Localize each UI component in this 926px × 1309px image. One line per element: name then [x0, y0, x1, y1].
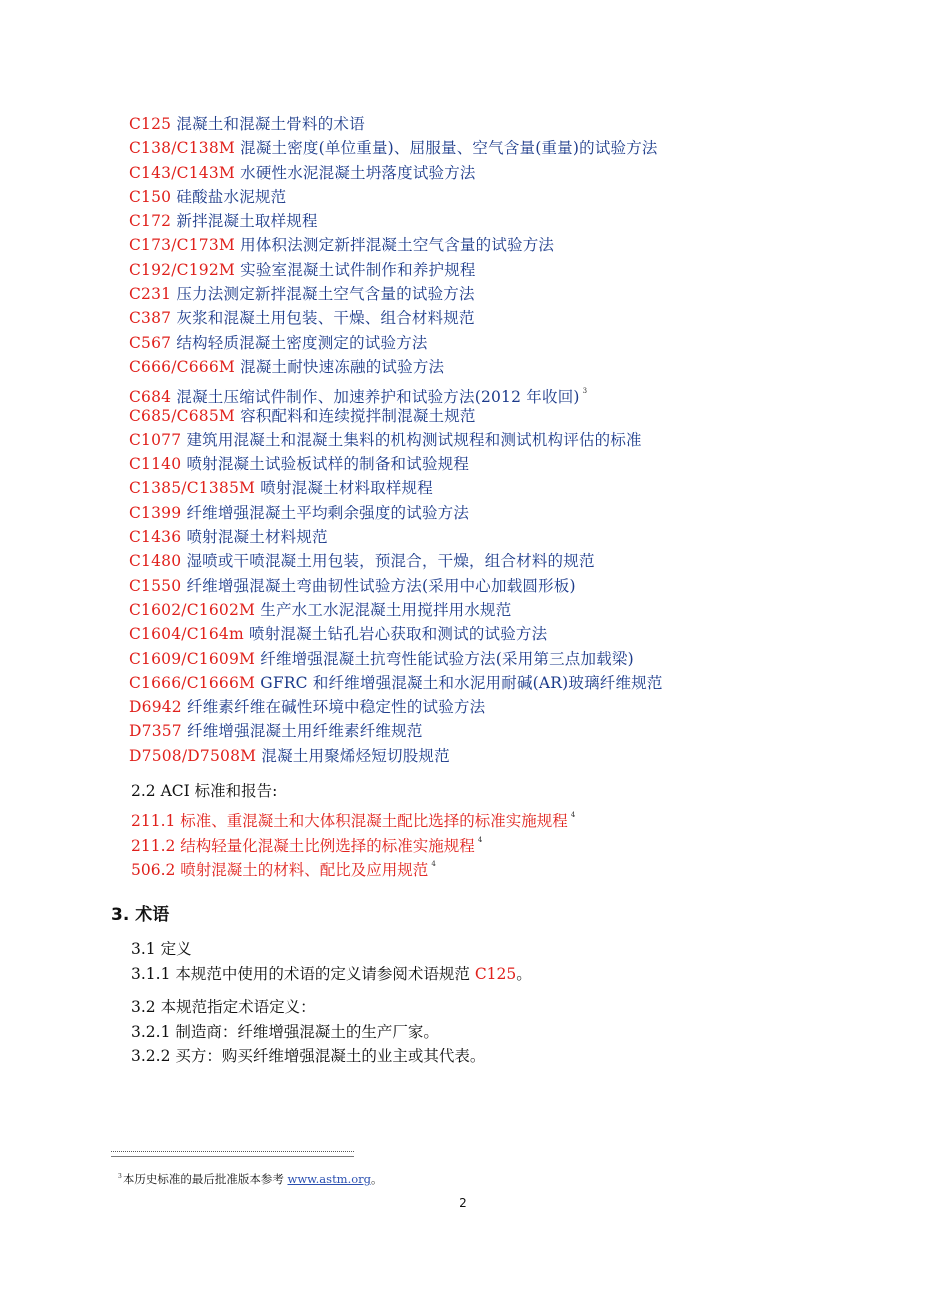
- reference-code[interactable]: C387: [129, 309, 172, 328]
- definition-text: 3.1.1 本规范中使用的术语的定义请参阅术语规范: [131, 964, 470, 983]
- reference-code[interactable]: D7357: [129, 722, 182, 741]
- reference-code[interactable]: C1077: [129, 430, 182, 449]
- reference-title: 纤维增强混凝土平均剩余强度的试验方法: [186, 503, 470, 522]
- aci-item: [131, 803, 576, 831]
- reference-title: GFRC 和纤维增强混凝土和水泥用耐碱(AR)玻璃纤维规范: [260, 673, 663, 692]
- aci-item: [131, 852, 575, 879]
- reference-code[interactable]: C567: [129, 333, 172, 352]
- reference-title: 结构轻质混凝土密度测定的试验方法: [176, 333, 428, 352]
- footnote-marker: 3: [582, 387, 588, 396]
- footnote-number: 3: [118, 1173, 122, 1180]
- footnote-marker: 4: [570, 811, 576, 820]
- reference-title: 纤维增强混凝土抗弯性能试验方法(采用第三点加载梁): [260, 649, 634, 668]
- astm-reference-list: [129, 112, 663, 768]
- reference-item: [129, 574, 663, 598]
- reference-code[interactable]: D6942: [129, 698, 182, 717]
- reference-item: [129, 501, 663, 525]
- reference-code[interactable]: C150: [129, 187, 172, 206]
- page-number: 2: [459, 1196, 467, 1210]
- reference-title: 灰浆和混凝土用包装、干燥、组合材料规范: [176, 309, 475, 328]
- footnote-end: 。: [371, 1172, 383, 1186]
- reference-item: [129, 598, 663, 622]
- aci-heading: 2.2 ACI 标准和报告:: [131, 782, 278, 800]
- reference-item: [129, 671, 663, 695]
- reference-code[interactable]: C666/C666M: [129, 357, 235, 376]
- reference-item: [129, 258, 663, 282]
- reference-title: 水硬性水泥混凝土坍落度试验方法: [240, 163, 476, 182]
- reference-item: [129, 282, 663, 306]
- aci-item-text: 211.2 结构轻量化混凝土比例选择的标准实施规程: [131, 836, 475, 855]
- reference-code[interactable]: C192/C192M: [129, 260, 235, 279]
- reference-item: [129, 404, 663, 428]
- reference-code[interactable]: C684: [129, 388, 172, 407]
- reference-code[interactable]: C1480: [129, 552, 182, 571]
- reference-title: 混凝土用聚烯烃短切股规范: [261, 746, 450, 765]
- reference-item: [129, 549, 663, 573]
- reference-item: [129, 744, 663, 768]
- reference-title: 纤维增强混凝土弯曲韧性试验方法(采用中心加载圆形板): [186, 576, 576, 595]
- definition-end: 。: [516, 964, 532, 983]
- reference-code[interactable]: C1666/C1666M: [129, 673, 256, 692]
- footnote-separator-line: [111, 1156, 354, 1157]
- aci-item-text: 211.1 标准、重混凝土和大体积混凝土配比选择的标准实施规程: [131, 812, 568, 831]
- reference-title: 容积配料和连续搅拌制混凝土规范: [240, 406, 476, 425]
- reference-title: 混凝土和混凝土骨料的术语: [176, 115, 365, 133]
- reference-item: [129, 331, 663, 355]
- reference-code[interactable]: C1602/C1602M: [129, 600, 256, 619]
- reference-item: [129, 112, 663, 136]
- footnote-marker: 4: [431, 859, 436, 868]
- reference-title: 喷射混凝土钻孔岩心获取和测试的试验方法: [249, 625, 548, 644]
- reference-item: [129, 379, 663, 407]
- reference-title: 湿喷或干喷混凝土用包装，预混合，干燥，组合材料的规范: [186, 552, 595, 571]
- aci-item-text: 506.2 喷射混凝土的材料、配比及应用规范: [131, 860, 429, 879]
- reference-item: [129, 695, 663, 719]
- aci-section: [131, 779, 576, 879]
- reference-item: [129, 161, 663, 185]
- reference-title: 新拌混凝土取样规程: [176, 212, 318, 231]
- reference-title: 纤维增强混凝土用纤维素纤维规范: [187, 722, 423, 741]
- definition-3-2-2: 3.2.2 买方：购买纤维增强混凝土的业主或其代表。: [131, 1047, 486, 1065]
- reference-code[interactable]: C1385/C1385M: [129, 479, 256, 498]
- definition-ref-link[interactable]: C125: [474, 964, 517, 983]
- specific-terms-heading: 3.2 本规范指定术语定义：: [131, 998, 316, 1016]
- reference-item: [129, 428, 663, 452]
- aci-item: [131, 828, 575, 855]
- footnote-marker: 4: [477, 835, 483, 844]
- footnote: [118, 1171, 383, 1187]
- reference-title: 混凝土耐快速冻融的试验方法: [240, 357, 445, 376]
- reference-item: [129, 306, 663, 330]
- reference-code[interactable]: C1609/C1609M: [129, 649, 256, 668]
- reference-title: 用体积法测定新拌混凝土空气含量的试验方法: [240, 236, 555, 255]
- reference-item: [129, 136, 663, 160]
- section-3-title: 3. 术语: [111, 905, 170, 925]
- reference-title: 实验室混凝土试件制作和养护规程: [240, 260, 476, 279]
- reference-code[interactable]: C231: [129, 285, 172, 304]
- reference-item: [129, 209, 663, 233]
- reference-code[interactable]: D7508/D7508M: [129, 746, 257, 765]
- reference-title: 压力法测定新拌混凝土空气含量的试验方法: [176, 285, 475, 304]
- reference-code[interactable]: C172: [129, 212, 172, 231]
- reference-code[interactable]: C125: [129, 115, 172, 133]
- footnote-text: 本历史标准的最后批准版本参考: [122, 1172, 284, 1186]
- reference-code[interactable]: C1399: [129, 503, 182, 522]
- footnote-link[interactable]: www.astm.org: [287, 1172, 372, 1186]
- reference-item: [129, 355, 663, 379]
- definition-3-2-1: 3.2.1 制造商：纤维增强混凝土的生产厂家。: [131, 1022, 439, 1041]
- reference-item: [129, 622, 663, 646]
- definition-3-1-1: [131, 962, 532, 987]
- reference-item: [129, 452, 663, 476]
- reference-title: 喷射混凝土试验板试样的制备和试验规程: [186, 455, 470, 474]
- reference-title: 喷射混凝土材料规范: [186, 528, 328, 547]
- reference-title: 硅酸盐水泥规范: [176, 187, 287, 206]
- reference-title: 混凝土压缩试件制作、加速养护和试验方法(2012 年收回): [176, 388, 580, 407]
- reference-title: 纤维素纤维在碱性环境中稳定性的试验方法: [187, 698, 486, 717]
- reference-title: 建筑用混凝土和混凝土集料的机构测试规程和测试机构评估的标准: [186, 430, 642, 449]
- reference-code[interactable]: C1604/C164m: [129, 625, 244, 644]
- reference-code[interactable]: C1140: [129, 455, 182, 474]
- definitions-heading: 3.1 定义: [131, 940, 192, 958]
- reference-item: [129, 719, 663, 743]
- reference-code[interactable]: C143/C143M: [129, 163, 235, 182]
- reference-title: 喷射混凝土材料取样规程: [260, 479, 433, 498]
- reference-code[interactable]: C1436: [129, 528, 182, 547]
- reference-item: [129, 647, 663, 671]
- reference-item: [129, 233, 663, 257]
- reference-item: [129, 476, 663, 500]
- reference-item: [129, 525, 663, 549]
- terms-section: [131, 937, 532, 1069]
- footnote-separator: [111, 1151, 354, 1152]
- reference-code[interactable]: C173/C173M: [129, 236, 235, 255]
- reference-code[interactable]: C138/C138M: [129, 139, 235, 158]
- reference-title: 生产水工水泥混凝土用搅拌用水规范: [260, 600, 512, 619]
- reference-item: [129, 185, 663, 209]
- reference-title: 混凝土密度(单位重量)、屈服量、空气含量(重量)的试验方法: [240, 139, 658, 158]
- reference-code[interactable]: C685/C685M: [129, 406, 235, 425]
- reference-code[interactable]: C1550: [129, 576, 182, 595]
